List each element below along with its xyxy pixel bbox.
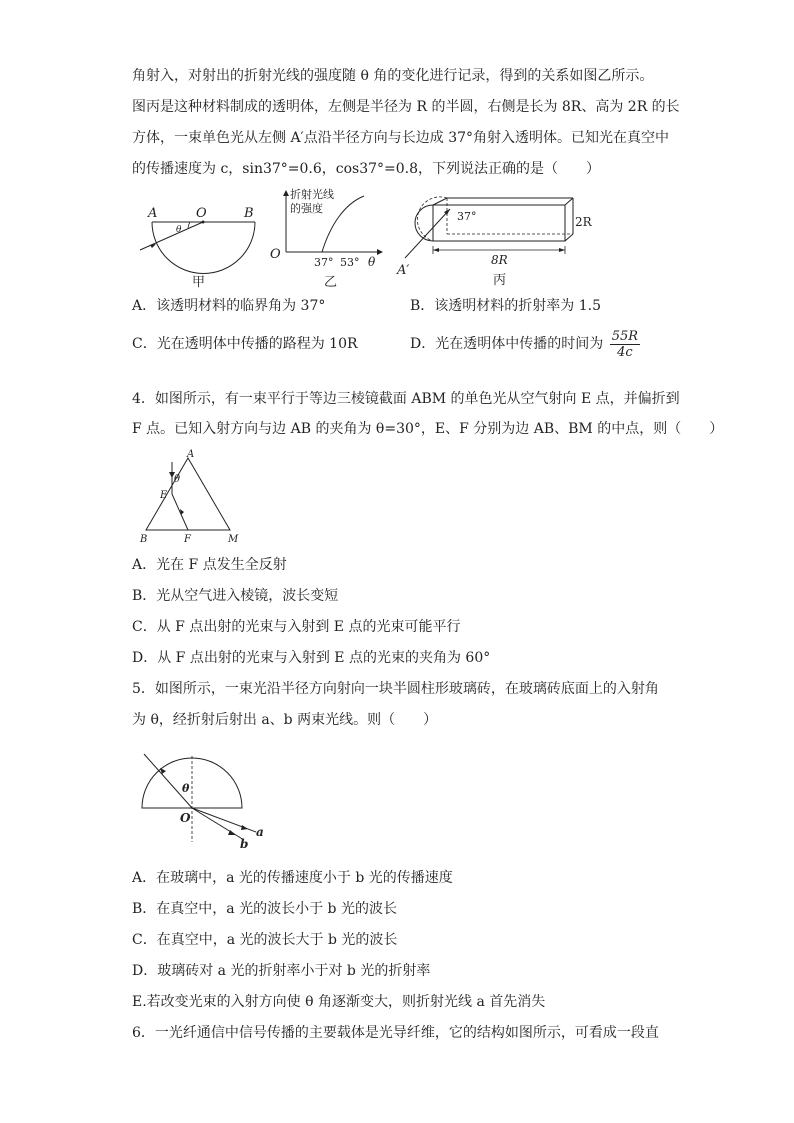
q5-option-b: B．在真空中，a 光的波长小于 b 光的波长 (132, 901, 397, 917)
q5-option-a: A．在玻璃中，a 光的传播速度小于 b 光的传播速度 (132, 870, 453, 886)
fig-q5-b: b (240, 837, 249, 851)
q3-option-c: C．光在透明体中传播的路程为 10R (132, 336, 358, 352)
fig-q5-O: O (180, 811, 191, 825)
figure-q5-semicircle (138, 742, 268, 850)
q3-option-d-text: D．光在透明体中传播的时间为 (410, 336, 604, 352)
fig-jia-caption: 甲 (192, 275, 206, 290)
fig-jia-theta: θ (176, 225, 182, 235)
q5-option-c: C．在真空中，a 光的波长大于 b 光的波长 (132, 932, 398, 948)
q5-option-d: D．玻璃砖对 a 光的折射率小于对 b 光的折射率 (132, 963, 431, 979)
fig-yi-caption: 乙 (324, 275, 338, 290)
fig-q4-E: E (160, 490, 168, 501)
q4-line-1: 4．如图所示，有一束平行于等边三棱镜截面 ABM 的单色光从空气射向 E 点，并偏折到 (132, 391, 680, 407)
fig-yi-ylabel-1: 折射光线 (290, 188, 334, 201)
q3-line-1: 角射入，对射出的折射光线的强度随 θ 角的变化进行记录，得到的关系如图乙所示。 (132, 68, 654, 84)
q5-line-2: 为 θ，经折射后射出 a、b 两束光线。则（ ） (132, 712, 438, 728)
q4-option-d: D．从 F 点出射的光束与入射到 E 点的光束的夹角为 60° (132, 650, 491, 666)
q6-line-1: 6．一光纤通信中信号传播的主要载体是光导纤维，它的结构如图所示，可看成一段直 (132, 1025, 659, 1041)
figure-q4-prism (136, 448, 246, 544)
q3-option-d-numerator: 55R (611, 328, 639, 344)
fig-jia-label-O: O (196, 206, 207, 221)
q3-option-a: A．该透明材料的临界角为 37° (132, 298, 326, 314)
q3-option-d-denominator: 4c (617, 344, 633, 360)
fig-yi-tick-53: 53° (340, 256, 360, 269)
figure-bing (395, 194, 595, 290)
q3-option-b: B．该透明材料的折射率为 1.5 (410, 298, 602, 314)
fig-bing-angle: 37° (457, 210, 477, 223)
q3-line-2: 图丙是这种材料制成的透明体，左侧是半径为 R 的半圆，右侧是长为 8R、高为 2R 的长 (132, 99, 680, 115)
q4-option-c: C．从 F 点出射的光束与入射到 E 点的光束可能平行 (132, 619, 461, 635)
fig-jia-label-A: A (148, 206, 158, 221)
fig-bing-height: 2R (575, 215, 592, 229)
q4-line-2: F 点。已知入射方向与边 AB 的夹角为 θ=30°，E、F 分别为边 AB、BM 的中点，则（ ） (132, 421, 724, 437)
fig-q4-theta: θ (174, 474, 181, 485)
q4-option-a: A．光在 F 点发生全反射 (132, 557, 287, 573)
fig-yi-tick-37: 37° (314, 256, 334, 269)
fig-bing-length: 8R (491, 253, 508, 267)
figure-jia (130, 200, 260, 290)
fig-yi-xlabel: θ (368, 255, 376, 269)
q5-line-1: 5．如图所示，一束光沿半径方向射向一块半圆柱形玻璃砖，在玻璃砖底面上的入射角 (132, 681, 659, 697)
fig-q4-A: A (187, 449, 195, 460)
q3-line-3: 方体，一束单色光从左侧 A′点沿半径方向与长边成 37°角射入透明体。已知光在真空中 (132, 130, 670, 146)
q3-option-d-fraction (610, 329, 640, 360)
q3-option-d (410, 322, 640, 366)
figure-yi (268, 186, 388, 290)
fig-q4-F: F (184, 534, 191, 545)
fig-q5-theta: θ (182, 782, 190, 795)
fig-yi-origin: O (270, 247, 281, 262)
q4-option-b: B．光从空气进入棱镜，波长变短 (132, 588, 339, 604)
fig-bing-point: A′ (397, 263, 410, 278)
fig-yi-ylabel-2: 的强度 (290, 202, 323, 215)
fig-jia-label-B: B (244, 206, 254, 221)
fig-q4-B: B (140, 534, 148, 545)
fig-bing-caption: 丙 (493, 273, 507, 288)
q3-line-4: 的传播速度为 c，sin37°=0.6，cos37°=0.8，下列说法正确的是（ ） (132, 161, 601, 177)
fig-q5-a: a (256, 825, 264, 839)
q5-option-e: E.若改变光束的入射方向使 θ 角逐渐变大，则折射光线 a 首先消失 (132, 994, 546, 1010)
fig-q4-M: M (228, 534, 239, 545)
